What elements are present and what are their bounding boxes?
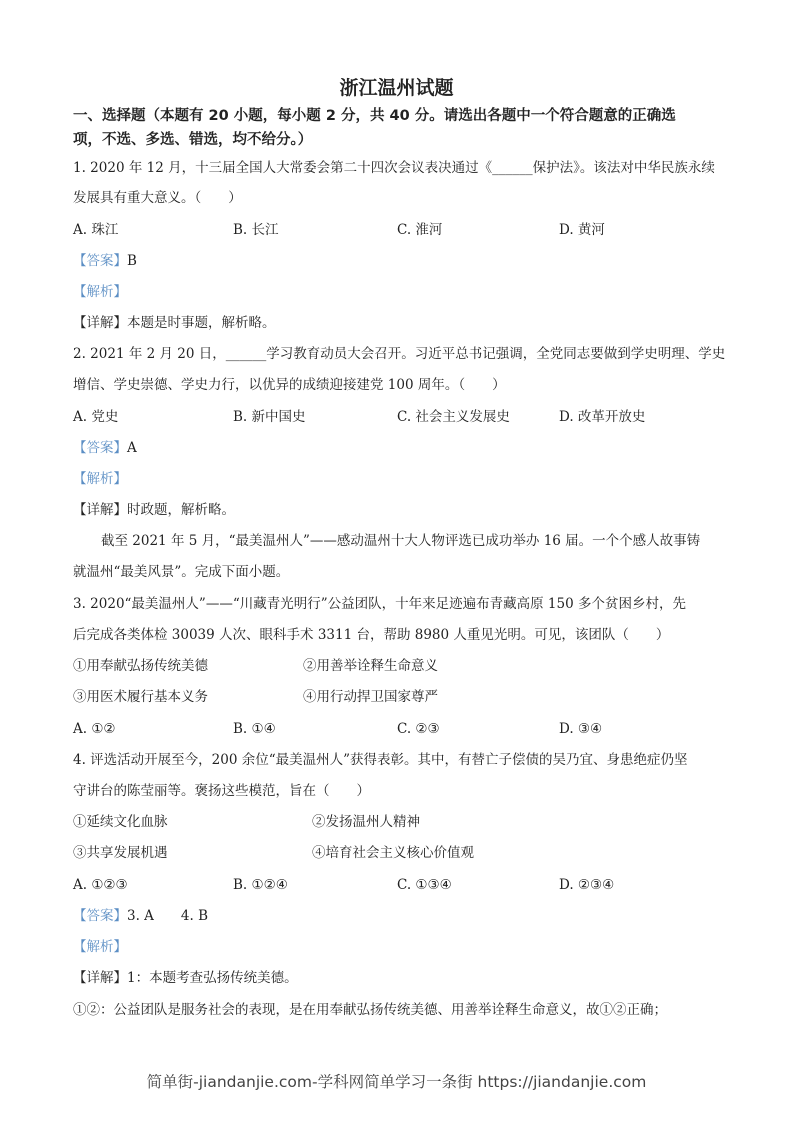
- answer-label: 【答案】: [73, 908, 127, 924]
- q2-analysis-label: 【解析】: [73, 471, 127, 487]
- q4-option-d: D. ②③④: [559, 877, 615, 893]
- q4-option-a: A. ①②③: [73, 877, 128, 893]
- q3-item-4: ④用行动捍卫国家尊严: [303, 689, 438, 705]
- q3-option-c: C. ②③: [397, 721, 440, 737]
- q2-option-b: B. 新中国史: [233, 409, 306, 425]
- q4-item-3: ③共享发展机遇: [73, 845, 168, 861]
- q4-item-4: ④培育社会主义核心价值观: [312, 845, 474, 861]
- q4-item-1: ①延续文化血脉: [73, 814, 168, 830]
- passage: 截至 2021 年 5 月，“最美温州人”——感动温州十大人物评选已成功举办 16 届。一个个感人故事铸: [101, 533, 701, 549]
- q1-stem-cont: 发展具有重大意义。（ ）: [73, 190, 242, 206]
- q4-option-c: C. ①③④: [397, 877, 452, 893]
- q3-stem: 3. 2020“最美温州人”——“川藏青光明行”公益团队，十年来足迹遍布青藏高原 150 多个贫困乡村，先: [73, 596, 686, 612]
- q1-option-b: B. 长江: [233, 222, 279, 238]
- q34-detail-cont: ①②：公益团队是服务社会的表现，是在用奉献弘扬传统美德、用善举诠释生命意义，故①②正确；: [73, 1002, 667, 1018]
- q2-option-a: A. 党史: [73, 409, 119, 425]
- q2-stem-cont: 增信、学史崇德、学史力行，以优异的成绩迎接建党 100 周年。（ ）: [73, 377, 506, 393]
- q4-option-b: B. ①②④: [233, 877, 288, 893]
- detail-label: 【详解】: [73, 502, 127, 518]
- q3-item-1: ①用奉献弘扬传统美德: [73, 658, 208, 674]
- q4-item-2: ②发扬温州人精神: [312, 814, 420, 830]
- q3-option-a: A. ①②: [73, 721, 116, 737]
- q34-analysis-label: 【解析】: [73, 939, 127, 955]
- q1-option-d: D. 黄河: [559, 222, 605, 238]
- detail-label: 【详解】: [73, 315, 127, 331]
- page-title: 浙江温州试题: [339, 77, 454, 99]
- q1-answer: [73, 251, 137, 271]
- q1-option-c: C. 淮河: [397, 222, 443, 238]
- q1-analysis-label: 【解析】: [73, 284, 127, 300]
- q2-option-c: C. 社会主义发展史: [397, 409, 510, 425]
- passage-cont: 就温州“最美风景”。完成下面小题。: [73, 564, 290, 580]
- answer-value: B: [127, 253, 137, 269]
- answer-value: 3. A 4. B: [127, 908, 209, 924]
- detail-text: 本题是时事题，解析略。: [127, 315, 276, 331]
- answer-value: A: [127, 440, 137, 456]
- detail-label: 【详解】: [73, 970, 127, 986]
- q1-detail: [73, 313, 276, 333]
- q3-item-3: ③用医术履行基本义务: [73, 689, 208, 705]
- q3-stem-cont: 后完成各类体检 30039 人次、眼科手术 3311 台，帮助 8980 人重见光明。可见，该团队（ ）: [73, 627, 670, 643]
- footer-watermark: 简单街-jiandanjie.com-学科网简单学习一条街 https://jiandanjie.com: [146, 1073, 647, 1091]
- answer-label: 【答案】: [73, 253, 127, 269]
- q34-answer: [73, 906, 208, 926]
- q2-stem: 2. 2021 年 2 月 20 日，______学习教育动员大会召开。习近平总书记强调，全党同志要做到学史明理、学史: [73, 346, 726, 362]
- q3-option-b: B. ①④: [233, 721, 276, 737]
- section-heading-cont: 项，不选、多选、错选，均不给分。）: [73, 132, 313, 148]
- q2-answer: [73, 438, 137, 458]
- q2-detail: [73, 500, 235, 520]
- q3-option-d: D. ③④: [559, 721, 603, 737]
- q3-item-2: ②用善举诠释生命意义: [303, 658, 438, 674]
- q1-option-a: A. 珠江: [73, 222, 119, 238]
- q4-stem: 4. 评选活动开展至今，200 余位“最美温州人”获得表彰。其中，有替亡子偿债的吴乃宜、身患绝症仍坚: [73, 752, 688, 768]
- detail-text: 时政题，解析略。: [127, 502, 235, 518]
- section-heading: 一、选择题（本题有 20 小题，每小题 2 分，共 40 分。请选出各题中一个符合题意的正确选: [73, 108, 676, 124]
- q4-stem-cont: 守讲台的陈莹丽等。褒扬这些模范，旨在（ ）: [73, 783, 370, 799]
- detail-text: 1：本题考查弘扬传统美德。: [127, 970, 298, 986]
- q34-detail: [73, 968, 298, 988]
- answer-label: 【答案】: [73, 440, 127, 456]
- q2-option-d: D. 改革开放史: [559, 409, 646, 425]
- q1-stem: 1. 2020 年 12 月，十三届全国人大常委会第二十四次会议表决通过《______保护法》。该法对中华民族永续: [73, 160, 715, 176]
